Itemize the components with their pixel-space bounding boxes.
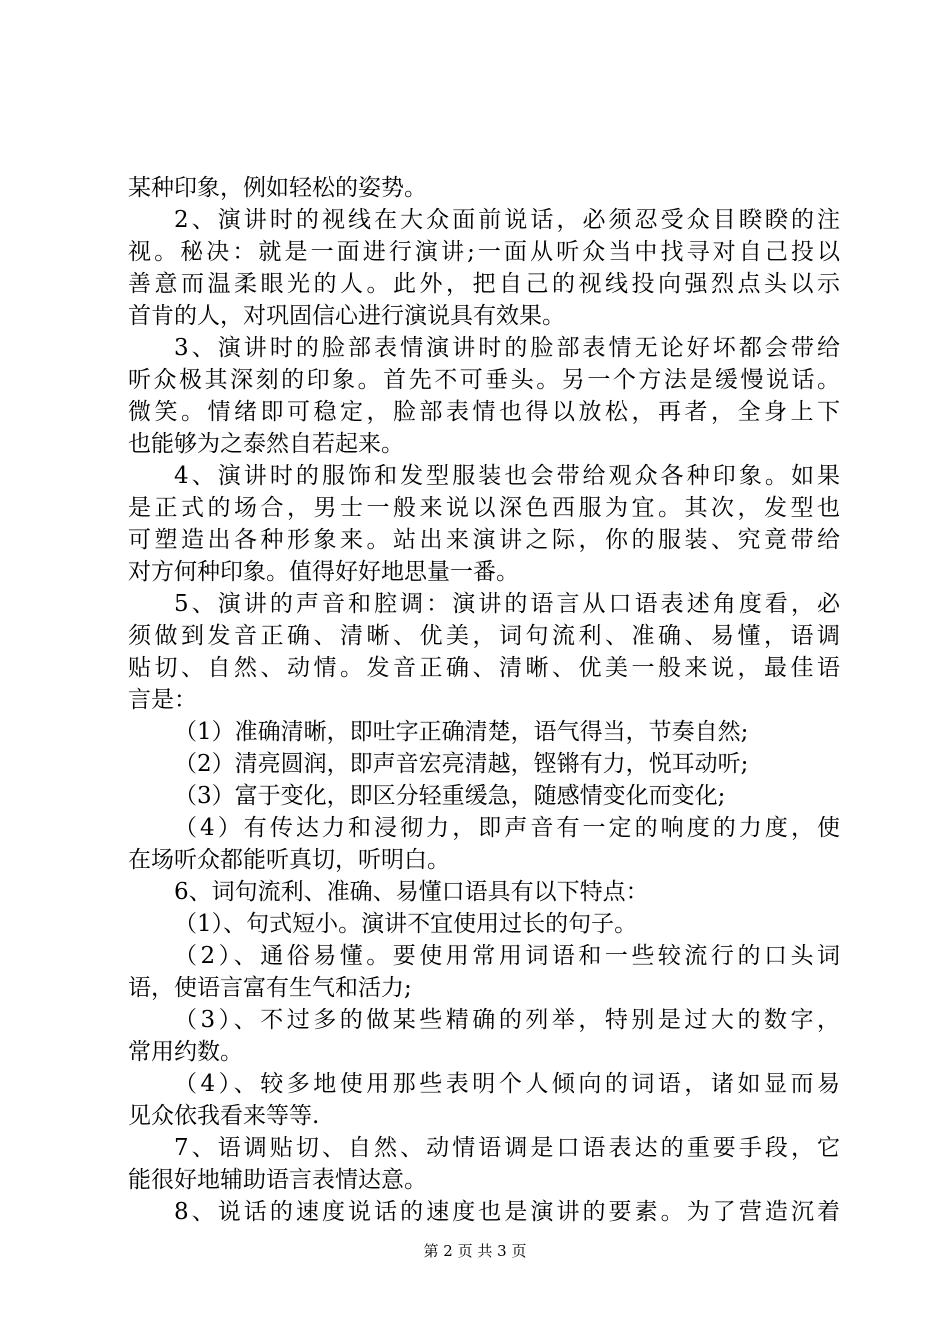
text-line: 贴切、自然、动情。发音正确、清晰、优美一般来说，最佳语 [128, 655, 840, 681]
text-line: 对方何种印象。值得好好地思量一番。 [128, 559, 519, 585]
text-line: 善意而温柔眼光的人。此外，把自己的视线投向强烈点头以示 [128, 271, 840, 297]
text-line: 也能够为之泰然自若起来。 [128, 431, 404, 457]
text-line: （3）富于变化，即区分轻重缓急，随感情变化而变化; [174, 783, 726, 809]
text-line: 见众依我看来等等. [128, 1103, 320, 1129]
text-line: 可塑造出各种形象来。站出来演讲之际，你的服装、究竟带给 [128, 527, 840, 553]
text-line: （4）、较多地使用那些表明个人倾向的词语，诸如显而易 [174, 1071, 840, 1097]
text-line: （4）有传达力和浸彻力，即声音有一定的响度的力度，使 [174, 815, 840, 841]
text-line: 是正式的场合，男士一般来说以深色西服为宜。其次，发型也 [128, 495, 840, 521]
text-line: （1）准确清晰，即吐字正确清楚，语气得当，节奏自然; [174, 719, 749, 745]
text-line: 在场听众都能听真切，听明白。 [128, 847, 450, 873]
text-line: 4、演讲时的服饰和发型服装也会带给观众各种印象。如果 [174, 463, 840, 489]
text-line: 7、语调贴切、自然、动情语调是口语表达的重要手段，它 [174, 1135, 840, 1161]
text-line: （2）清亮圆润，即声音宏亮清越，铿锵有力，悦耳动听; [174, 751, 749, 777]
text-line: （1）、句式短小。演讲不宜使用过长的句子。 [174, 911, 638, 937]
text-line: 语，使语言富有生气和活力; [128, 975, 412, 1001]
text-line: （2）、通俗易懂。要使用常用词语和一些较流行的口头词 [174, 943, 840, 969]
text-line: 首肯的人，对巩固信心进行演说具有效果。 [128, 303, 565, 329]
text-line: 须做到发音正确、清晰、优美，词句流利、准确、易懂，语调 [128, 623, 840, 649]
text-line: 6、词句流利、准确、易懂口语具有以下特点： [174, 879, 649, 905]
text-line: 能很好地辅助语言表情达意。 [128, 1167, 427, 1193]
text-line: 常用约数。 [128, 1039, 243, 1065]
text-line: 某种印象，例如轻松的姿势。 [128, 175, 427, 201]
text-line: （3）、不过多的做某些精确的列举，特别是过大的数字， [174, 1007, 840, 1033]
text-line: 5、演讲的声音和腔调：演讲的语言从口语表述角度看，必 [174, 591, 840, 617]
document-body [128, 172, 840, 1228]
page-number-label: 第 2 页 共 3 页 [423, 1242, 527, 1260]
text-line: 8、说话的速度说话的速度也是演讲的要素。为了营造沉着 [174, 1199, 840, 1225]
text-line: 微笑。情绪即可稳定，脸部表情也得以放松，再者，全身上下 [128, 399, 840, 425]
text-line: 3、演讲时的脸部表情演讲时的脸部表情无论好坏都会带给 [174, 335, 840, 361]
text-line: 视。秘决：就是一面进行演讲;一面从听众当中找寻对自己投以 [128, 239, 840, 265]
text-line: 听众极其深刻的印象。首先不可垂头。另一个方法是缓慢说话。 [128, 367, 840, 393]
text-line: 言是： [128, 687, 197, 713]
page-footer [0, 1241, 950, 1261]
text-line: 2、演讲时的视线在大众面前说话，必须忍受众目睽睽的注 [174, 207, 840, 233]
